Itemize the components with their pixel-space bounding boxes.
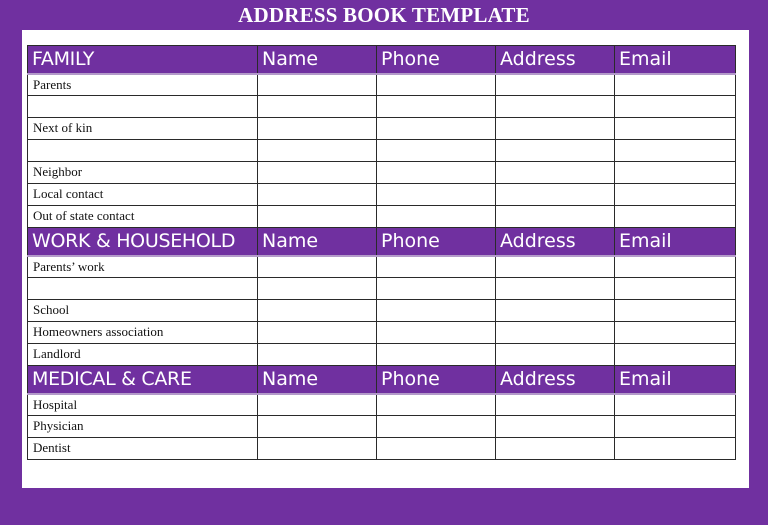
entry-cell-name[interactable] [258, 394, 377, 416]
entry-cell-email[interactable] [615, 162, 736, 184]
entry-cell-email[interactable] [615, 416, 736, 438]
entry-cell-phone[interactable] [377, 206, 496, 228]
entry-cell-phone[interactable] [377, 184, 496, 206]
table-row [28, 300, 736, 322]
entry-cell-address[interactable] [496, 344, 615, 366]
table-row [28, 256, 736, 278]
row-label: Landlord [28, 344, 258, 366]
table-row [28, 322, 736, 344]
row-label: School [28, 300, 258, 322]
entry-cell-address[interactable] [496, 206, 615, 228]
column-header-phone: Phone [377, 366, 496, 394]
section-heading: FAMILY [28, 46, 258, 74]
entry-cell-email[interactable] [615, 322, 736, 344]
entry-cell-email[interactable] [615, 394, 736, 416]
entry-cell-phone[interactable] [377, 96, 496, 118]
row-label: Physician [28, 416, 258, 438]
entry-cell-address[interactable] [496, 322, 615, 344]
row-label: Parents [28, 74, 258, 96]
entry-cell-address[interactable] [496, 416, 615, 438]
entry-cell-email[interactable] [615, 438, 736, 460]
column-header-email: Email [615, 366, 736, 394]
column-header-email: Email [615, 46, 736, 74]
entry-cell-phone[interactable] [377, 300, 496, 322]
column-header-email: Email [615, 228, 736, 256]
entry-cell-name[interactable] [258, 322, 377, 344]
table-row [28, 118, 736, 140]
row-label [28, 278, 258, 300]
entry-cell-name[interactable] [258, 344, 377, 366]
entry-cell-address[interactable] [496, 96, 615, 118]
entry-cell-name[interactable] [258, 438, 377, 460]
entry-cell-address[interactable] [496, 184, 615, 206]
entry-cell-email[interactable] [615, 300, 736, 322]
entry-cell-email[interactable] [615, 96, 736, 118]
entry-cell-phone[interactable] [377, 162, 496, 184]
column-header-phone: Phone [377, 228, 496, 256]
entry-cell-name[interactable] [258, 206, 377, 228]
entry-cell-address[interactable] [496, 278, 615, 300]
column-header-phone: Phone [377, 46, 496, 74]
entry-cell-email[interactable] [615, 256, 736, 278]
entry-cell-phone[interactable] [377, 394, 496, 416]
section-heading: MEDICAL & CARE [28, 366, 258, 394]
column-header-name: Name [258, 366, 377, 394]
row-label [28, 140, 258, 162]
entry-cell-address[interactable] [496, 140, 615, 162]
entry-cell-phone[interactable] [377, 256, 496, 278]
entry-cell-phone[interactable] [377, 140, 496, 162]
column-header-address: Address [496, 228, 615, 256]
table-row [28, 344, 736, 366]
entry-cell-phone[interactable] [377, 118, 496, 140]
table-row [28, 438, 736, 460]
section-header-medical [28, 366, 736, 394]
entry-cell-address[interactable] [496, 74, 615, 96]
entry-cell-phone[interactable] [377, 74, 496, 96]
table-row [28, 74, 736, 96]
section-header-family [28, 46, 736, 74]
row-label: Local contact [28, 184, 258, 206]
entry-cell-email[interactable] [615, 344, 736, 366]
entry-cell-name[interactable] [258, 118, 377, 140]
table-row [28, 394, 736, 416]
entry-cell-name[interactable] [258, 278, 377, 300]
table-row [28, 416, 736, 438]
table-row [28, 184, 736, 206]
entry-cell-email[interactable] [615, 184, 736, 206]
entry-cell-address[interactable] [496, 256, 615, 278]
entry-cell-name[interactable] [258, 96, 377, 118]
entry-cell-phone[interactable] [377, 322, 496, 344]
entry-cell-phone[interactable] [377, 278, 496, 300]
entry-cell-name[interactable] [258, 162, 377, 184]
table-row [28, 162, 736, 184]
entry-cell-address[interactable] [496, 118, 615, 140]
entry-cell-address[interactable] [496, 162, 615, 184]
entry-cell-email[interactable] [615, 206, 736, 228]
table-row [28, 278, 736, 300]
entry-cell-phone[interactable] [377, 344, 496, 366]
row-label: Hospital [28, 394, 258, 416]
entry-cell-address[interactable] [496, 394, 615, 416]
row-label: Neighbor [28, 162, 258, 184]
entry-cell-email[interactable] [615, 118, 736, 140]
row-label: Out of state contact [28, 206, 258, 228]
entry-cell-name[interactable] [258, 416, 377, 438]
entry-cell-email[interactable] [615, 278, 736, 300]
page-title: ADDRESS BOOK TEMPLATE [238, 3, 530, 27]
row-label [28, 96, 258, 118]
entry-cell-phone[interactable] [377, 438, 496, 460]
entry-cell-email[interactable] [615, 140, 736, 162]
row-label: Homeowners association [28, 322, 258, 344]
entry-cell-name[interactable] [258, 184, 377, 206]
row-label: Dentist [28, 438, 258, 460]
entry-cell-email[interactable] [615, 74, 736, 96]
address-book-sheet [22, 30, 749, 488]
entry-cell-name[interactable] [258, 74, 377, 96]
section-header-work [28, 228, 736, 256]
table-row [28, 140, 736, 162]
entry-cell-name[interactable] [258, 300, 377, 322]
column-header-address: Address [496, 46, 615, 74]
entry-cell-phone[interactable] [377, 416, 496, 438]
entry-cell-address[interactable] [496, 300, 615, 322]
section-heading: WORK & HOUSEHOLD [28, 228, 258, 256]
entry-cell-name[interactable] [258, 140, 377, 162]
entry-cell-name[interactable] [258, 256, 377, 278]
entry-cell-address[interactable] [496, 438, 615, 460]
table-row [28, 96, 736, 118]
row-label: Next of kin [28, 118, 258, 140]
address-book-table [27, 45, 736, 460]
column-header-address: Address [496, 366, 615, 394]
column-header-name: Name [258, 46, 377, 74]
column-header-name: Name [258, 228, 377, 256]
table-row [28, 206, 736, 228]
row-label: Parents’ work [28, 256, 258, 278]
